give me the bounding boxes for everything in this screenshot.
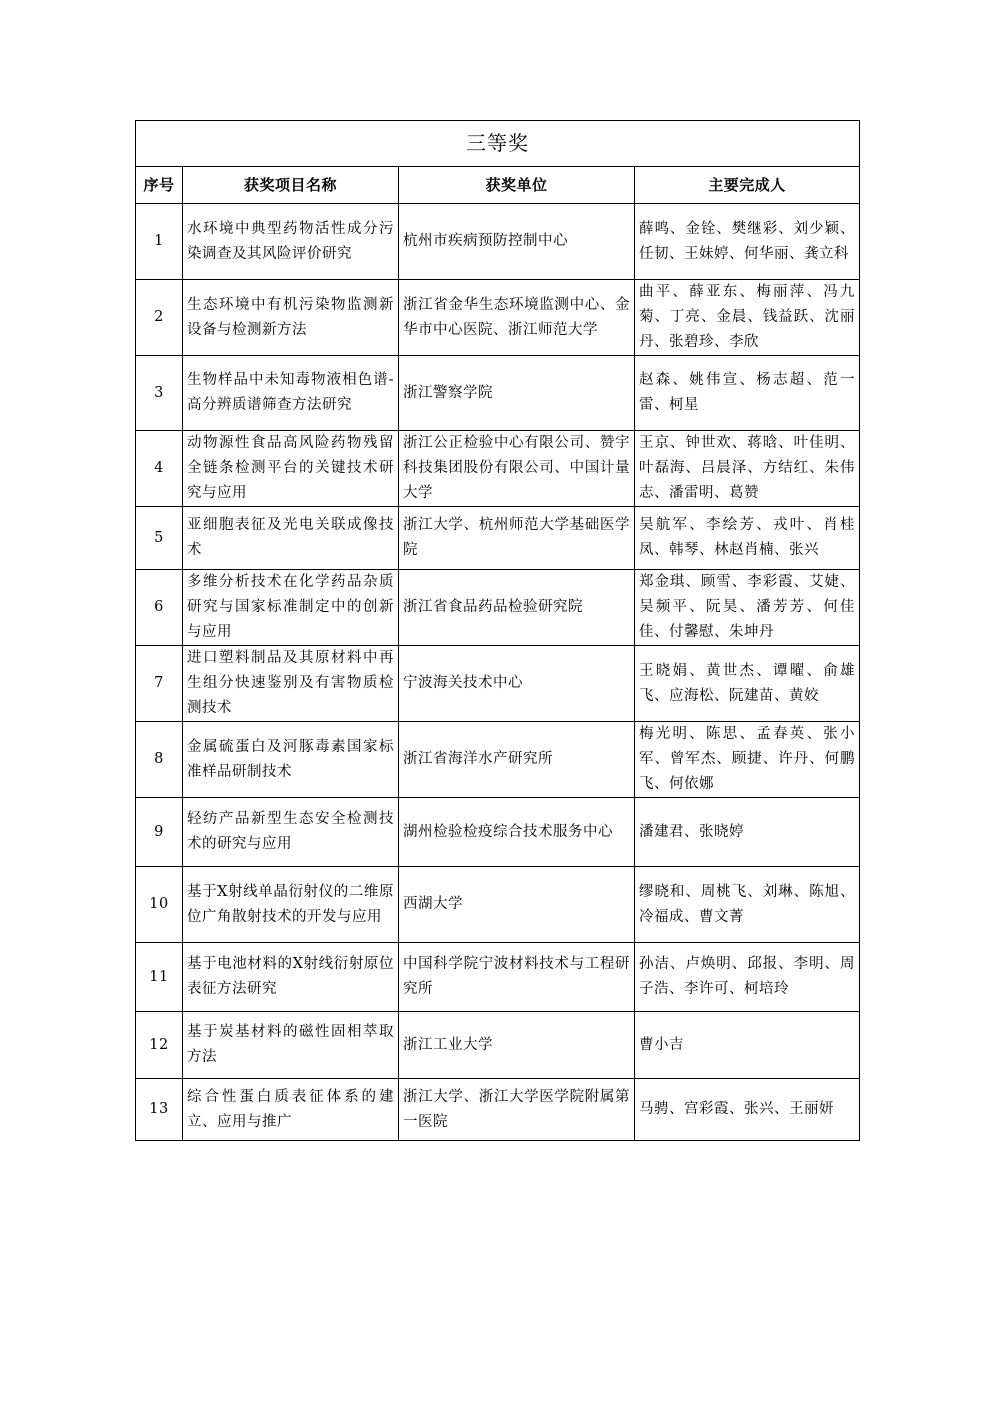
row-number: 7 [136, 646, 183, 722]
header-project: 获奖项目名称 [183, 167, 399, 204]
main-contributors-cell: 赵森、姚伟宣、杨志超、范一雷、柯星 [635, 356, 860, 431]
row-number: 13 [136, 1079, 183, 1141]
table-row [136, 1012, 860, 1079]
table-row [136, 280, 860, 356]
project-name-cell: 亚细胞表征及光电关联成像技术 [183, 507, 399, 570]
project-name-cell: 综合性蛋白质表征体系的建立、应用与推广 [183, 1079, 399, 1141]
table-row [136, 204, 860, 280]
row-number: 12 [136, 1012, 183, 1079]
project-name-cell: 水环境中典型药物活性成分污染调查及其风险评价研究 [183, 204, 399, 280]
award-unit-cell: 浙江警察学院 [399, 356, 635, 431]
table-row [136, 867, 860, 943]
header-people: 主要完成人 [635, 167, 860, 204]
award-unit-cell: 浙江省金华生态环境监测中心、金华市中心医院、浙江师范大学 [399, 280, 635, 356]
main-contributors-cell: 吴航军、李绘芳、戎叶、肖桂凤、韩琴、林赵肖楠、张兴 [635, 507, 860, 570]
award-table [135, 120, 860, 1141]
award-unit-cell: 浙江省食品药品检验研究院 [399, 570, 635, 646]
row-number: 8 [136, 722, 183, 798]
project-name-cell: 进口塑料制品及其原材料中再生组分快速鉴别及有害物质检测技术 [183, 646, 399, 722]
header-row [136, 167, 860, 204]
project-name-cell: 动物源性食品高风险药物残留全链条检测平台的关键技术研究与应用 [183, 431, 399, 507]
main-contributors-cell: 郑金琪、顾雪、李彩霞、艾婕、吴频平、阮昊、潘芳芳、何佳佳、付馨慰、朱坤丹 [635, 570, 860, 646]
row-number: 5 [136, 507, 183, 570]
main-contributors-cell: 梅光明、陈思、孟春英、张小军、曾军杰、顾捷、许丹、何鹏飞、何依娜 [635, 722, 860, 798]
award-unit-cell: 宁波海关技术中心 [399, 646, 635, 722]
main-contributors-cell: 曹小吉 [635, 1012, 860, 1079]
row-number: 9 [136, 798, 183, 867]
main-contributors-cell: 孙洁、卢焕明、邱报、李明、周子浩、李许可、柯培玲 [635, 943, 860, 1012]
table-row [136, 646, 860, 722]
project-name-cell: 生物样品中未知毒物液相色谱-高分辨质谱筛查方法研究 [183, 356, 399, 431]
award-unit-cell: 浙江工业大学 [399, 1012, 635, 1079]
table-row [136, 431, 860, 507]
award-unit-cell: 浙江大学、浙江大学医学院附属第一医院 [399, 1079, 635, 1141]
project-name-cell: 多维分析技术在化学药品杂质研究与国家标准制定中的创新与应用 [183, 570, 399, 646]
row-number: 6 [136, 570, 183, 646]
project-name-cell: 生态环境中有机污染物监测新设备与检测新方法 [183, 280, 399, 356]
main-contributors-cell: 曲平、薛亚东、梅丽萍、冯九菊、丁亮、金晨、钱益跃、沈丽丹、张碧珍、李欣 [635, 280, 860, 356]
project-name-cell: 基于炭基材料的磁性固相萃取方法 [183, 1012, 399, 1079]
table-row [136, 356, 860, 431]
award-unit-cell: 浙江省海洋水产研究所 [399, 722, 635, 798]
row-number: 3 [136, 356, 183, 431]
award-unit-cell: 浙江公正检验中心有限公司、赞宇科技集团股份有限公司、中国计量大学 [399, 431, 635, 507]
row-number: 1 [136, 204, 183, 280]
table-row [136, 722, 860, 798]
award-unit-cell: 中国科学院宁波材料技术与工程研究所 [399, 943, 635, 1012]
header-no: 序号 [136, 167, 183, 204]
main-contributors-cell: 马骋、宫彩霞、张兴、王丽妍 [635, 1079, 860, 1141]
table-row [136, 507, 860, 570]
table-row [136, 943, 860, 1012]
table-row [136, 570, 860, 646]
award-table-body [136, 121, 860, 1141]
row-number: 2 [136, 280, 183, 356]
award-unit-cell: 浙江大学、杭州师范大学基础医学院 [399, 507, 635, 570]
row-number: 10 [136, 867, 183, 943]
title-row [136, 121, 860, 167]
table-row [136, 798, 860, 867]
award-unit-cell: 杭州市疾病预防控制中心 [399, 204, 635, 280]
award-unit-cell: 湖州检验检疫综合技术服务中心 [399, 798, 635, 867]
row-number: 4 [136, 431, 183, 507]
row-number: 11 [136, 943, 183, 1012]
main-contributors-cell: 王晓娟、黄世杰、谭曜、俞雄飞、应海松、阮建苗、黄姣 [635, 646, 860, 722]
project-name-cell: 轻纺产品新型生态安全检测技术的研究与应用 [183, 798, 399, 867]
header-unit: 获奖单位 [399, 167, 635, 204]
main-contributors-cell: 薛鸣、金铨、樊继彩、刘少颖、任韧、王妹婷、何华丽、龚立科 [635, 204, 860, 280]
table-title: 三等奖 [136, 121, 860, 167]
table-row [136, 1079, 860, 1141]
project-name-cell: 基于X射线单晶衍射仪的二维原位广角散射技术的开发与应用 [183, 867, 399, 943]
main-contributors-cell: 王京、钟世欢、蒋晗、叶佳明、叶磊海、吕晨泽、方结红、朱伟志、潘雷明、葛赞 [635, 431, 860, 507]
main-contributors-cell: 潘建君、张晓婷 [635, 798, 860, 867]
project-name-cell: 金属硫蛋白及河豚毒素国家标准样品研制技术 [183, 722, 399, 798]
main-contributors-cell: 缪晓和、周桃飞、刘琳、陈旭、冷福成、曹文菁 [635, 867, 860, 943]
project-name-cell: 基于电池材料的X射线衍射原位表征方法研究 [183, 943, 399, 1012]
award-unit-cell: 西湖大学 [399, 867, 635, 943]
